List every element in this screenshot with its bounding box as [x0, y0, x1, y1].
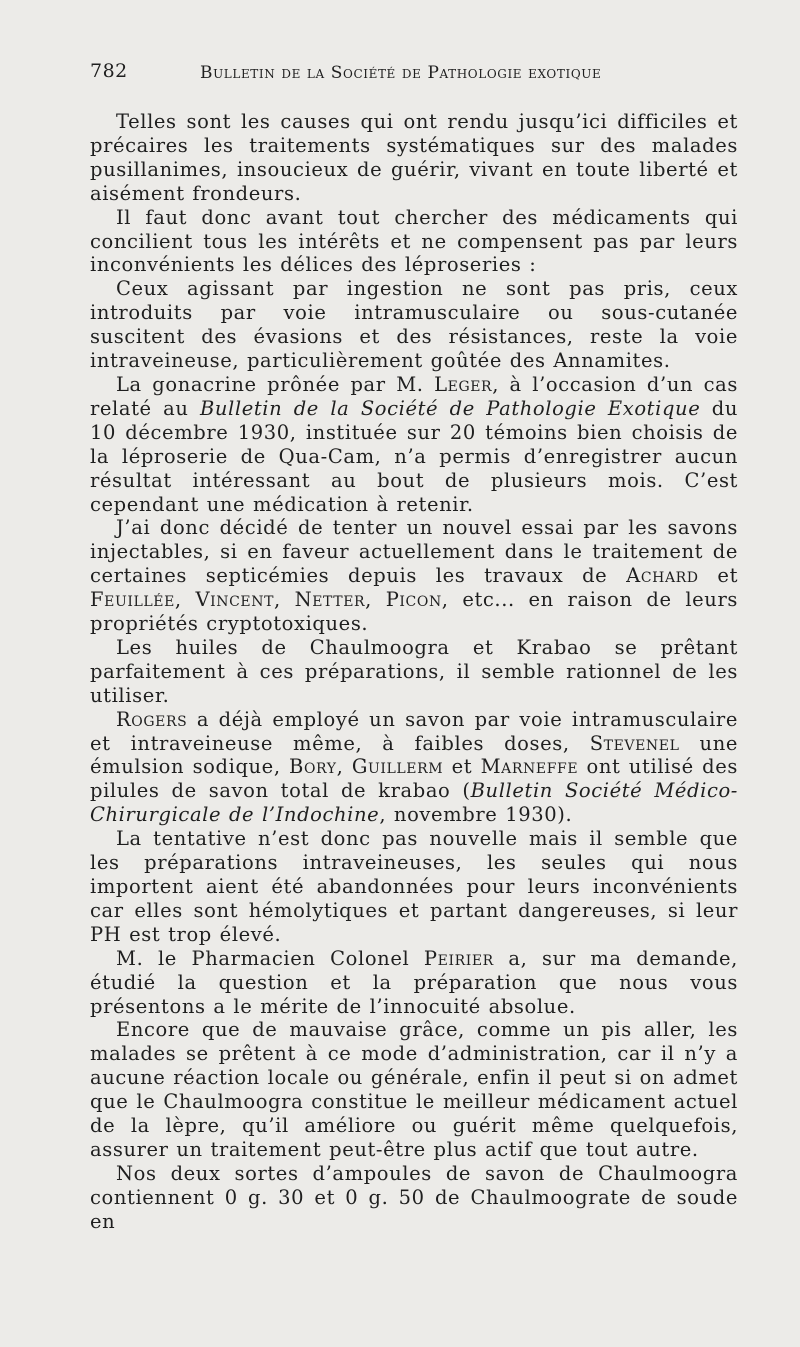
author-name: Picon — [385, 588, 442, 612]
paragraph-3: Ceux agissant par ingestion ne sont pas pris, ceux introduits par voie intramusculaire ou sous-cutanée suscitent des évasions et des résistances, reste la voie intraveineuse, particulièrement goûtée des Annamites. — [90, 277, 738, 373]
body-text — [90, 110, 738, 1234]
running-head: Bulletin de la Société de Pathologie exotique — [200, 63, 602, 83]
paragraph-8: La tentative n’est donc pas nouvelle mais il semble que les préparations intraveineuses, les seules qui nous importent aient été abandonnées pour leurs inconvénients car elles sont hémolytiques et partant dangereuses, si leur PH est trop élevé. — [90, 827, 738, 946]
journal-title: Bulletin Société Médico-Chirurgicale de l’Indochine — [90, 779, 738, 827]
paragraph-4: La gonacrine prônée par M. Leger, à l’occasion d’un cas relaté au Bulletin de la Société de Pathologie Exotique du 10 décembre 1930, instituée sur 20 témoins bien choisis de la léproserie de Qua-Cam, n’a permis d’enregistrer aucun résultat intéressant au bout de plusieurs mois. C’est cependant une médication à retenir. — [90, 372, 739, 516]
author-name: Rogers — [116, 707, 188, 731]
journal-title: Bulletin de la Société de Pathologie Exotique — [199, 396, 701, 420]
paragraph-2: Il faut donc avant tout chercher des médicaments qui concilient tous les intérêts et ne compensent pas par leurs inconvénients les délices des léproseries : — [90, 205, 738, 277]
author-name: Feuillée — [90, 588, 175, 612]
author-name: Peirier — [423, 946, 494, 970]
page-header — [90, 60, 740, 90]
paragraph-11: Nos deux sortes d’ampoules de savon de Chaulmoogra contiennent 0 g. 30 et 0 g. 50 de Chaulmoograte de soude en — [90, 1161, 738, 1233]
paragraph-5: J’ai donc décidé de tenter un nouvel essai par les savons injectables, si en faveur actuellement dans le traitement de certaines septicémies depuis les travaux de Achard et Feuillée, Vincent, Netter, Picon, etc... en raison de leurs propriétés cryptotoxiques. — [90, 516, 739, 636]
paragraph-1: Telles sont les causes qui ont rendu jusqu’ici difficiles et précaires les traitements systématiques sur des malades pusillanimes, insoucieux de guérir, vivant en toute liberté et aisément frondeurs. — [90, 110, 738, 205]
author-name: Bory — [289, 755, 337, 779]
author-name: Marneffe — [480, 755, 579, 779]
author-name: Vincent — [195, 588, 275, 612]
author-name: Leger — [434, 372, 493, 396]
page-number: 782 — [90, 60, 128, 82]
author-name: Achard — [626, 564, 699, 588]
paragraph-6: Les huiles de Chaulmoogra et Krabao se prêtant parfaitement à ces préparations, il semble rationnel de les utiliser. — [90, 635, 738, 707]
paragraph-7: Rogers a déjà employé un savon par voie intramusculaire et intraveineuse même, à faibles doses, Stevenel une émulsion sodique, Bory, Guillerm et Marneffe ont utilisé des pilules de savon total de krabao (Bulletin Société Médico-Chirurgicale de l’Indochine, novembre 1930). — [90, 707, 738, 827]
paragraph-10: Encore que de mauvaise grâce, comme un pis aller, les malades se prêtent à ce mode d’administration, car il n’y a aucune réaction locale ou générale, enfin il peut si on admet que le Chaulmoogra constitue le meilleur médicament actuel de la lèpre, qu’il améliore ou guérit même quelquefois, assurer un traitement peut-être plus actif que tout autre. — [90, 1018, 738, 1161]
paragraph-9: M. le Pharmacien Colonel Peirier a, sur ma demande, étudié la question et la préparation que nous vous présentons a le mérite de l’innocuité absolue. — [90, 946, 738, 1018]
author-name: Netter — [294, 588, 366, 612]
author-name: Stevenel — [589, 731, 680, 755]
author-name: Guillerm — [351, 755, 444, 779]
